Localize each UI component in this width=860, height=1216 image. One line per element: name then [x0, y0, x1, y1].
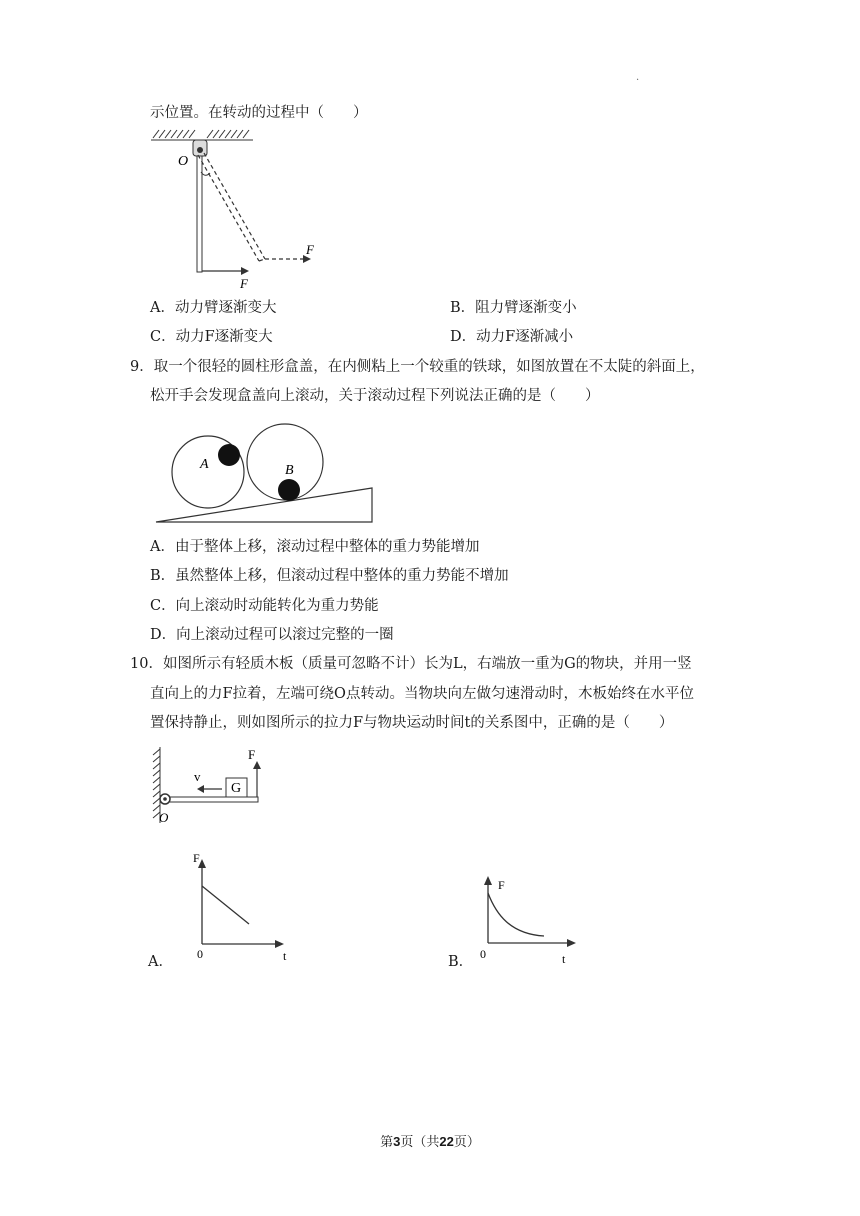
- q10-graph-b: [470, 866, 590, 972]
- q8-option-a: A．动力臂逐渐变大: [150, 300, 277, 316]
- graph-a-x-label: t: [283, 949, 287, 963]
- q10-option-b-label: B．: [448, 954, 474, 970]
- corner-mark: .: [636, 72, 640, 83]
- q9-incline-figure: [150, 418, 380, 528]
- lever-rod-vertical: [197, 156, 202, 272]
- label-b: B: [285, 463, 294, 478]
- q10-graph-a: [180, 848, 300, 968]
- q8-option-c: C．动力F逐渐变大: [150, 329, 273, 345]
- graph-b-x-label: t: [562, 952, 566, 966]
- iron-ball-a: [218, 444, 240, 466]
- label-v: v: [194, 769, 201, 784]
- label-a: A: [200, 457, 209, 472]
- force-arrow-rotated: [265, 255, 311, 263]
- lever-rod-rotated: [198, 153, 265, 261]
- curve-hyperbolic: [488, 893, 544, 936]
- footer-prefix: 第: [380, 1135, 394, 1150]
- current-page-number: 3: [393, 1134, 401, 1149]
- footer-middle: 页（共: [400, 1135, 440, 1150]
- graph-b-y-label: F: [498, 878, 505, 892]
- q8-question-tail: 示位置。在转动的过程中（ ）: [150, 105, 368, 121]
- curve-linear: [202, 886, 249, 924]
- label-f-rotated: F: [306, 242, 314, 257]
- force-arrow-up: [253, 761, 261, 797]
- q8-lever-figure: [148, 128, 328, 294]
- q9-option-d: D．向上滚动过程可以滚过完整的一圈: [150, 627, 394, 643]
- force-arrow-initial: [202, 267, 249, 275]
- q9-option-c: C．向上滚动时动能转化为重力势能: [150, 598, 379, 614]
- q10-question-line-2: 直向上的力F拉着，左端可绕O点转动。当物块向左做匀速滑动时，木板始终在水平位: [150, 686, 694, 702]
- label-g: G: [231, 781, 242, 796]
- graph-a-origin: 0: [197, 947, 203, 961]
- graph-b-origin: 0: [480, 947, 486, 961]
- q9-option-a: A．由于整体上移，滚动过程中整体的重力势能增加: [150, 539, 480, 555]
- label-f: F: [248, 747, 256, 762]
- q9-option-b: B．虽然整体上移，但滚动过程中整体的重力势能不增加: [150, 568, 509, 584]
- ceiling-hatch: [151, 130, 253, 140]
- q9-question-line-1: 9．取一个很轻的圆柱形盒盖，在内侧粘上一个较重的铁球，如图放置在不太陡的斜面上，: [130, 359, 705, 375]
- label-f-initial: F: [240, 276, 248, 291]
- q10-board-figure: [150, 745, 280, 830]
- q10-question-line-3: 置保持静止，则如图所示的拉力F与物块运动时间t的关系图中，正确的是（ ）: [150, 715, 674, 731]
- label-o: O: [178, 154, 189, 169]
- q8-option-d: D．动力F逐渐减小: [450, 329, 574, 345]
- footer-suffix: 页）: [453, 1135, 480, 1150]
- q9-question-line-2: 松开手会发现盒盖向上滚动，关于滚动过程下列说法正确的是（ ）: [150, 388, 600, 404]
- q10-question-line-1: 10．如图所示有轻质木板（质量可忽略不计）长为L，右端放一重为G的物块，并用一竖: [130, 656, 692, 672]
- label-o: O: [159, 810, 169, 825]
- light-board: [162, 797, 258, 802]
- graph-a-y-label: F: [193, 851, 200, 865]
- total-page-count: 22: [439, 1134, 454, 1149]
- q10-option-a-label: A．: [148, 954, 173, 970]
- iron-ball-b: [278, 479, 300, 501]
- q8-option-b: B．阻力臂逐渐变小: [450, 300, 577, 316]
- velocity-arrow: [197, 785, 222, 793]
- page-footer: [0, 1131, 860, 1150]
